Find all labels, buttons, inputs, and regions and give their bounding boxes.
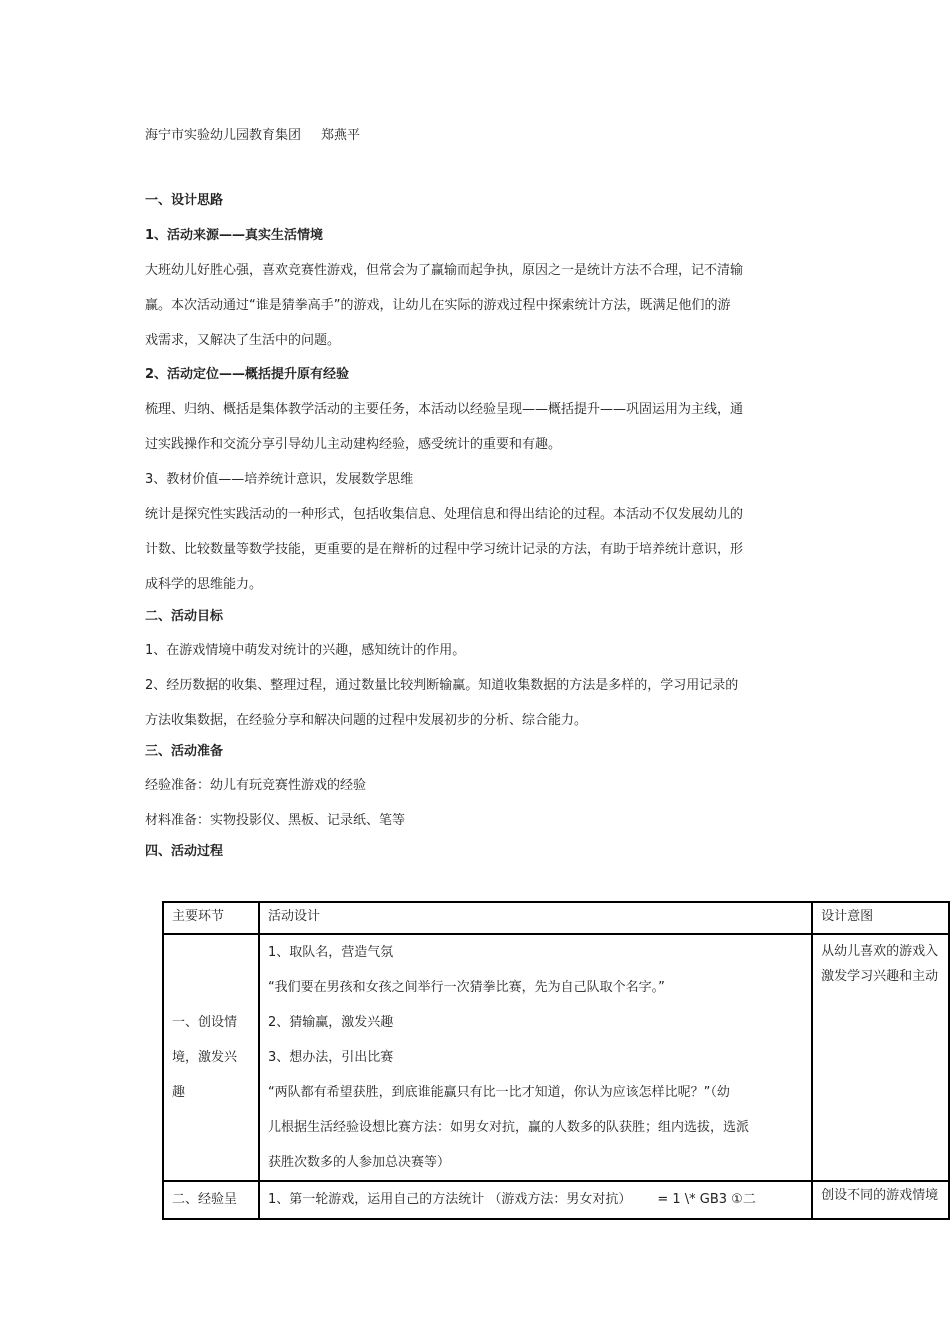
goal-2-line-1: 2、经历数据的收集、整理过程，通过数量比较判断输赢。知道收集数据的方法是多样的，学习用记录的 xyxy=(145,678,739,693)
sub3-title: 3、教材价值——培养统计意识，发展数学思维 xyxy=(145,472,414,487)
section1-heading: 一、设计思路 xyxy=(145,193,224,208)
section4-heading: 四、活动过程 xyxy=(145,844,224,859)
design-1-line-4: 3、想办法，引出比赛 xyxy=(267,1050,394,1065)
design-1-line-7: 获胜次数多的人参加总决赛等） xyxy=(267,1155,450,1170)
sub3-line-1: 统计是探究性实践活动的一种形式，包括收集信息、处理信息和得出结论的过程。本活动不仅发展幼儿的 xyxy=(145,507,744,522)
design-1-line-6: 儿根据生活经验设想比赛方法：如男女对抗，赢的人数多的队获胜；组内选拔，选派 xyxy=(267,1120,749,1135)
table-header-row xyxy=(163,902,949,934)
design-1-line-1: 1、取队名，营造气氛 xyxy=(267,945,394,960)
design-1-line-5: “两队都有希望获胜，到底谁能赢只有比一比才知道，你认为应该怎样比呢？”（幼 xyxy=(267,1085,730,1100)
stage-1-line-1: 一、创设情 xyxy=(172,1015,238,1030)
stage-1-line-3: 趣 xyxy=(172,1085,186,1100)
stage-cell-2: 二、经验呈 xyxy=(163,1181,259,1219)
sub1-line-1: 大班幼儿好胜心强，喜欢竞赛性游戏，但常会为了赢输而起争执，原因之一是统计方法不合理，记不清输 xyxy=(145,263,744,278)
goal-1: 1、在游戏情境中萌发对统计的兴趣，感知统计的作用。 xyxy=(145,643,466,658)
design-2-text: 1、第一轮游戏，运用自己的方法统计 （游戏方法：男女对抗） xyxy=(267,1192,632,1207)
intent-1-line-1: 从幼儿喜欢的游戏入 xyxy=(821,944,939,959)
sub2-title: 2、活动定位——概括提升原有经验 xyxy=(145,367,350,382)
table-row xyxy=(163,934,949,1181)
prep-experience: 经验准备：幼儿有玩竞赛性游戏的经验 xyxy=(145,778,367,793)
org-name: 海宁市实验幼儿园教育集团 xyxy=(145,128,302,143)
author-name: 郑燕平 xyxy=(321,128,361,143)
field-code: = 1 \* GB3 ①二 xyxy=(657,1192,756,1207)
section2-heading: 二、活动目标 xyxy=(145,609,224,624)
sub1-line-3: 戏需求，又解决了生活中的问题。 xyxy=(145,333,341,348)
header-line xyxy=(145,126,360,146)
sub1-line-2: 赢。本次活动通过“谁是猜拳高手”的游戏，让幼儿在实际的游戏过程中探索统计方法，既满足他们的游 xyxy=(145,298,731,313)
stage-cell-1 xyxy=(163,934,259,1181)
intent-1-line-2: 激发学习兴趣和主动 xyxy=(821,969,939,984)
sub2-line-1: 梳理、归纳、概括是集体教学活动的主要任务，本活动以经验呈现——概括提升——巩固运用为主线，通 xyxy=(145,402,744,417)
sub3-line-2: 计数、比较数量等数学技能，更重要的是在辩析的过程中学习统计记录的方法，有助于培养统计意识，形 xyxy=(145,542,744,557)
sub1-title: 1、活动来源——真实生活情境 xyxy=(145,228,324,243)
intent-cell-1 xyxy=(812,934,949,1181)
header-intent: 设计意图 xyxy=(812,902,949,934)
sub3-line-3: 成科学的思维能力。 xyxy=(145,577,263,592)
design-cell-1 xyxy=(259,934,812,1181)
activity-process-table xyxy=(162,901,950,1220)
section3-heading: 三、活动准备 xyxy=(145,744,224,759)
design-1-line-2: “我们要在男孩和女孩之间举行一次猜拳比赛，先为自己队取个名字。” xyxy=(267,980,665,995)
goal-2-line-2: 方法收集数据，在经验分享和解决问题的过程中发展初步的分析、综合能力。 xyxy=(145,713,588,728)
design-1-line-3: 2、猜输赢，激发兴趣 xyxy=(267,1015,394,1030)
stage-1-line-2: 境，激发兴 xyxy=(172,1050,238,1065)
table-row xyxy=(163,1181,949,1219)
header-design: 活动设计 xyxy=(259,902,812,934)
design-cell-2 xyxy=(259,1181,812,1219)
prep-materials: 材料准备：实物投影仪、黑板、记录纸、笔等 xyxy=(145,813,406,828)
header-stage: 主要环节 xyxy=(163,902,259,934)
sub2-line-2: 过实践操作和交流分享引导幼儿主动建构经验，感受统计的重要和有趣。 xyxy=(145,437,562,452)
intent-cell-2: 创设不同的游戏情境 xyxy=(812,1181,949,1219)
